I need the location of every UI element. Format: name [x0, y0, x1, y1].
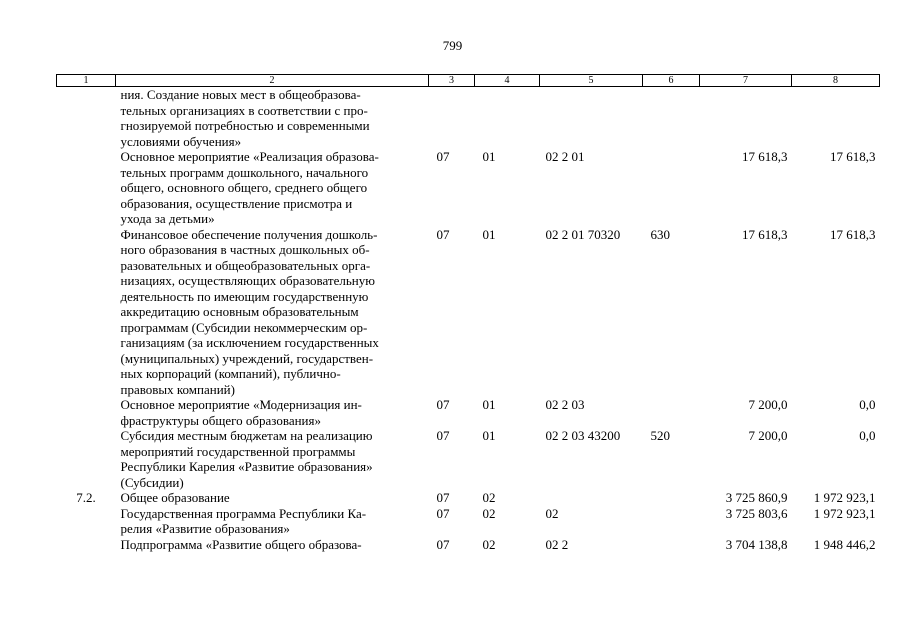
row-subsection: 01 [482, 428, 496, 443]
row-expense-type: 630 [650, 226, 670, 242]
col-header-6: 6 [643, 75, 700, 87]
row-section: 07 [436, 505, 450, 521]
row-target-item: 02 2 01 70320 [545, 226, 621, 242]
col-header-8: 8 [792, 75, 880, 87]
row-target-item [540, 490, 643, 506]
table-row [57, 506, 880, 537]
row-subsection: 02 [482, 490, 496, 505]
row-subsection: 01 [482, 226, 496, 242]
table-row [57, 397, 880, 428]
row-subsection: 02 [482, 536, 496, 552]
row-section: 07 [436, 536, 450, 552]
row-name: Общее образование [120, 490, 230, 505]
col-header-5: 5 [540, 75, 643, 87]
row-amount-2: 0,0 [859, 428, 876, 443]
row-name: Основное мероприятие «Реализация образова- тельных программ дошкольного, начального общего, основного общего, среднего общего образования, осуществление присмотра и ухода за детьми» [120, 149, 379, 226]
row-section [429, 87, 475, 150]
row-amount-1 [700, 87, 792, 150]
table-body [57, 75, 880, 553]
row-section: 07 [436, 149, 450, 164]
row-expense-type [643, 506, 700, 537]
table-row [57, 149, 880, 227]
table-row [57, 87, 880, 150]
row-amount-2: 1 972 923,1 [813, 490, 876, 505]
row-subsection: 02 [482, 505, 496, 521]
row-target-item: 02 2 03 [545, 397, 585, 412]
row-expense-type [643, 537, 700, 553]
row-amount-2: 17 618,3 [830, 226, 876, 242]
row-name: ния. Создание новых мест в общеобразова- тельных организациях в соответствии с про- гнозируемой потребностью и современными условиями обучения» [120, 87, 370, 149]
column-number-header [57, 75, 880, 87]
row-amount-2: 17 618,3 [830, 149, 876, 164]
table-row [57, 537, 880, 553]
row-subsection: 01 [482, 149, 496, 164]
row-number [57, 87, 116, 150]
col-header-7: 7 [700, 75, 792, 87]
row-name: Государственная программа Республики Ка- релия «Развитие образования» [120, 505, 367, 536]
row-number [57, 537, 116, 553]
row-expense-type [643, 87, 700, 150]
row-number [57, 506, 116, 537]
row-amount-1: 7 200,0 [748, 397, 788, 412]
table-row [57, 227, 880, 398]
row-expense-type [643, 490, 700, 506]
row-amount-2: 1 972 923,1 [813, 505, 876, 521]
table-row [57, 428, 880, 490]
row-name: Основное мероприятие «Модернизация ин- фраструктуры общего образования» [120, 397, 362, 428]
row-amount-2: 0,0 [859, 397, 876, 412]
row-expense-type [643, 149, 700, 227]
row-target-item [540, 87, 643, 150]
col-header-3: 3 [429, 75, 475, 87]
col-header-1: 1 [57, 75, 116, 87]
row-number [57, 428, 116, 490]
row-amount-1: 7 200,0 [748, 428, 788, 443]
row-section: 07 [436, 490, 450, 505]
budget-table [56, 74, 880, 552]
row-section: 07 [436, 428, 450, 443]
row-name: Финансовое обеспечение получения дошколь- ного образования в частных дошкольных об- разовательных и общеобразовательных орга- низациях, осуществляющих образовательную деятельность по имеющим государственную аккредитацию основным образовательным программам (Субсидии некоммерческим ор- ганизациям (за исключением государственных (муниципальных) учреждений, государствен- ных корпораций (компаний), публично- правовых компаний) [120, 226, 379, 397]
row-name: Подпрограмма «Развитие общего образова- [120, 536, 362, 552]
col-header-4: 4 [475, 75, 540, 87]
row-section: 07 [436, 226, 450, 242]
row-number [57, 149, 116, 227]
row-section: 07 [436, 397, 450, 412]
row-target-item: 02 2 01 [545, 149, 585, 164]
row-target-item: 02 2 03 43200 [545, 428, 621, 443]
row-expense-type [643, 397, 700, 428]
row-name: Субсидия местным бюджетам на реализацию мероприятий государственной программы Республики Карелия «Развитие образования» (Субсидии) [120, 428, 373, 490]
row-number [57, 397, 116, 428]
row-amount-1: 3 704 138,8 [725, 536, 788, 552]
row-amount-1: 17 618,3 [742, 149, 788, 164]
row-amount-1: 17 618,3 [742, 226, 788, 242]
row-amount-2: 1 948 446,2 [813, 536, 876, 552]
col-header-2: 2 [116, 75, 429, 87]
row-amount-1: 3 725 803,6 [725, 505, 788, 521]
row-expense-type: 520 [650, 428, 670, 443]
page-number: 799 [442, 38, 463, 53]
row-number [57, 227, 116, 398]
row-target-item: 02 2 [545, 536, 569, 552]
row-target-item: 02 [545, 505, 559, 521]
row-amount-1: 3 725 860,9 [725, 490, 788, 505]
row-subsection [475, 87, 540, 150]
row-number: 7.2. [76, 490, 96, 505]
row-amount-2 [792, 87, 880, 150]
table-row [57, 490, 880, 506]
row-subsection: 01 [482, 397, 496, 412]
